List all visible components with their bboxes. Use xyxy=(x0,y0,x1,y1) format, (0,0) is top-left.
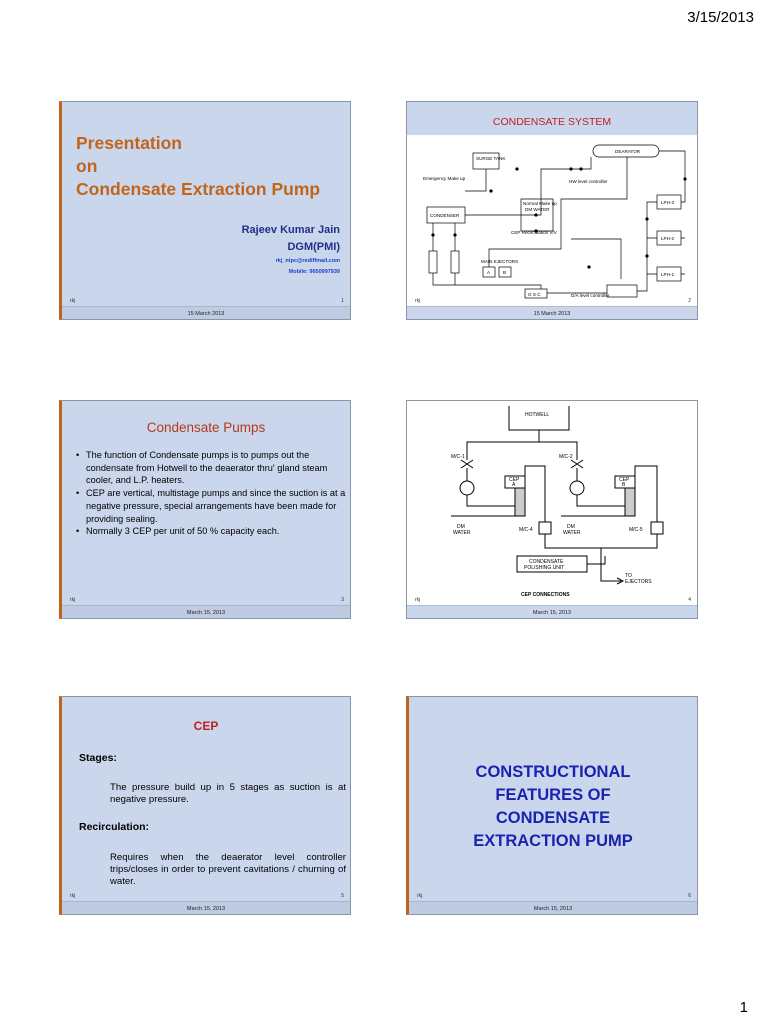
title-line: on xyxy=(76,156,98,176)
slide-date: 15 March 2013 xyxy=(187,311,225,317)
label-da-level: D/A level controller xyxy=(571,293,610,298)
label-lph2: LPH-2 xyxy=(661,236,675,241)
label-mc2: M/C-2 xyxy=(559,454,573,460)
pipe-surge xyxy=(465,169,486,191)
slide-title xyxy=(76,132,346,201)
label-normal-makeup: Normal Make up xyxy=(523,201,557,206)
check-valve-a xyxy=(539,522,551,534)
slide-3 xyxy=(59,400,351,619)
check-valve-b xyxy=(651,522,663,534)
slide-author: rkj xyxy=(70,298,76,304)
paragraph-stages: The pressure build up in 5 stages as suction is at negative pressure. xyxy=(110,782,346,805)
presenter-name: Rajeev Kumar Jain xyxy=(241,224,340,236)
label-cpu-1: CONDENSATE xyxy=(529,559,564,565)
label-hw-level: HW level controller xyxy=(569,179,608,184)
slide-title: CEP xyxy=(193,719,219,733)
slide-4 xyxy=(406,400,698,619)
label-ejectors: EJECTORS xyxy=(625,579,652,585)
paragraph-recirculation: Requires when the deaerator level controller trips/closes in order to prevent cavitations / churning of water. xyxy=(110,852,346,887)
page-date: 3/15/2013 xyxy=(687,9,754,26)
bullet-item: • The function of Condensate pumps is to pumps out the condensate from Hotwell to the deaerator thru' gland steam cooler, and L.P. heaters. xyxy=(76,449,346,487)
label-main-ejectors: MAIN EJECTORS xyxy=(481,259,519,264)
presenter-email: rkj_ntpc@rediffmail.com xyxy=(275,258,340,264)
strainer-b xyxy=(570,481,584,495)
label-mc4: M/C-4 xyxy=(519,527,533,533)
slide-date: March 15, 2013 xyxy=(532,610,572,616)
slide-date: March 15, 2013 xyxy=(533,906,573,912)
slide-author: rkj xyxy=(415,597,421,603)
title-line: EXTRACTION PUMP xyxy=(473,832,633,850)
label-to: TO xyxy=(625,573,632,579)
heading-stages: Stages: xyxy=(79,752,117,764)
label-lph1: LPH-1 xyxy=(661,272,675,277)
presenter-mobile: Mobile: 9650997939 xyxy=(288,269,340,275)
label-ejector-b: B xyxy=(503,270,507,275)
pump-discharge-pipe xyxy=(525,466,657,522)
label-dm-2a: DM xyxy=(567,524,575,530)
presenter-role: DGM(PMI) xyxy=(287,241,340,253)
cep-pump-a xyxy=(429,251,437,273)
label-condenser: CONDENSER xyxy=(430,213,460,218)
slide-2 xyxy=(406,101,698,320)
label-ejector-a: A xyxy=(487,270,491,275)
slide-number: 5 xyxy=(341,893,344,899)
label-cep-b-1: CEP xyxy=(619,477,630,483)
pipe-lph-inlet xyxy=(637,202,657,291)
pipe-ejector xyxy=(489,157,627,267)
bullet-list xyxy=(76,449,346,538)
pipe-pump-discharge xyxy=(433,273,541,289)
slide-author: rkj xyxy=(417,893,423,899)
label-deaerator: DEARATOR xyxy=(615,149,641,154)
label-dm-1a: DM xyxy=(457,524,465,530)
slide-title: Condensate Pumps xyxy=(146,420,266,435)
slide-number: 6 xyxy=(688,893,691,899)
slide-date: 15 March 2013 xyxy=(533,311,571,317)
slide-1 xyxy=(59,101,351,320)
slide-author: rkj xyxy=(70,893,76,899)
pipe-lph-outlet xyxy=(659,151,685,274)
slide-number: 4 xyxy=(688,597,691,603)
label-cep-b-2: B xyxy=(622,482,626,488)
slide-5 xyxy=(59,696,351,915)
slide-author: rkj xyxy=(415,298,421,304)
label-recirc: CEP Recirculation V/V xyxy=(511,230,557,235)
cep-b-motor xyxy=(625,488,635,516)
title-line: Presentation xyxy=(76,133,182,153)
slide-number: 2 xyxy=(688,298,691,304)
header-pipe xyxy=(545,534,657,548)
heading-recirculation: Recirculation: xyxy=(79,821,150,833)
pipe-pump-suction xyxy=(433,223,455,251)
label-mc1: M/C-1 xyxy=(451,454,465,460)
label-dm-water: DM WATER xyxy=(525,207,550,212)
title-line: CONDENSATE xyxy=(495,809,611,827)
slide-number: 3 xyxy=(341,597,344,603)
slide-date: March 15, 2013 xyxy=(186,610,226,616)
slide-author: rkj xyxy=(70,597,76,603)
label-cep-a-1: CEP xyxy=(509,477,520,483)
cep-pump-b xyxy=(451,251,459,273)
cpu-pipe xyxy=(587,548,621,581)
slide-title xyxy=(409,761,697,853)
cep-a-motor xyxy=(515,488,525,516)
drain-cooler-box xyxy=(607,285,637,297)
label-hotwell: HOTWELL xyxy=(525,412,550,418)
pump-suction-pipe xyxy=(467,468,625,506)
presenter-block xyxy=(242,222,340,278)
label-surge-tank: SURGE TANK xyxy=(476,156,506,161)
label-dm-1b: WATER xyxy=(453,530,471,536)
pipe-da-level xyxy=(571,239,621,279)
label-gsc: G S C xyxy=(528,292,541,297)
hotwell-box xyxy=(509,406,569,430)
slide-title: CONDENSATE SYSTEM xyxy=(407,102,697,135)
valve-mc xyxy=(461,460,583,468)
title-line: FEATURES OF xyxy=(495,786,611,804)
label-mc5: M/C-5 xyxy=(629,527,643,533)
page-number: 1 xyxy=(739,999,748,1016)
bullet-item: • CEP are vertical, multistage pumps and since the suction is at a negative pressure, special arrangements have been made for providing sealing. xyxy=(76,487,346,525)
slide-number: 1 xyxy=(341,298,344,304)
cep-connections-diagram xyxy=(421,406,687,601)
label-dm-2b: WATER xyxy=(563,530,581,536)
title-line: CONSTRUCTIONAL xyxy=(475,763,631,781)
slide-date: March 15, 2013 xyxy=(186,906,226,912)
condensate-system-diagram xyxy=(421,139,687,299)
bullet-item: • Normally 3 CEP per unit of 50 % capacity each. xyxy=(76,525,346,538)
label-cpu-2: POLISHING UNIT xyxy=(524,565,565,571)
label-lph3: LPH-3 xyxy=(661,200,675,205)
label-emergency: Emergency Make up xyxy=(423,176,466,181)
label-caption: CEP CONNECTIONS xyxy=(521,592,570,598)
title-line: Condensate Extraction Pump xyxy=(76,179,321,199)
label-cep-a-2: A xyxy=(512,482,516,488)
strainer-a xyxy=(460,481,474,495)
slide-6 xyxy=(406,696,698,915)
